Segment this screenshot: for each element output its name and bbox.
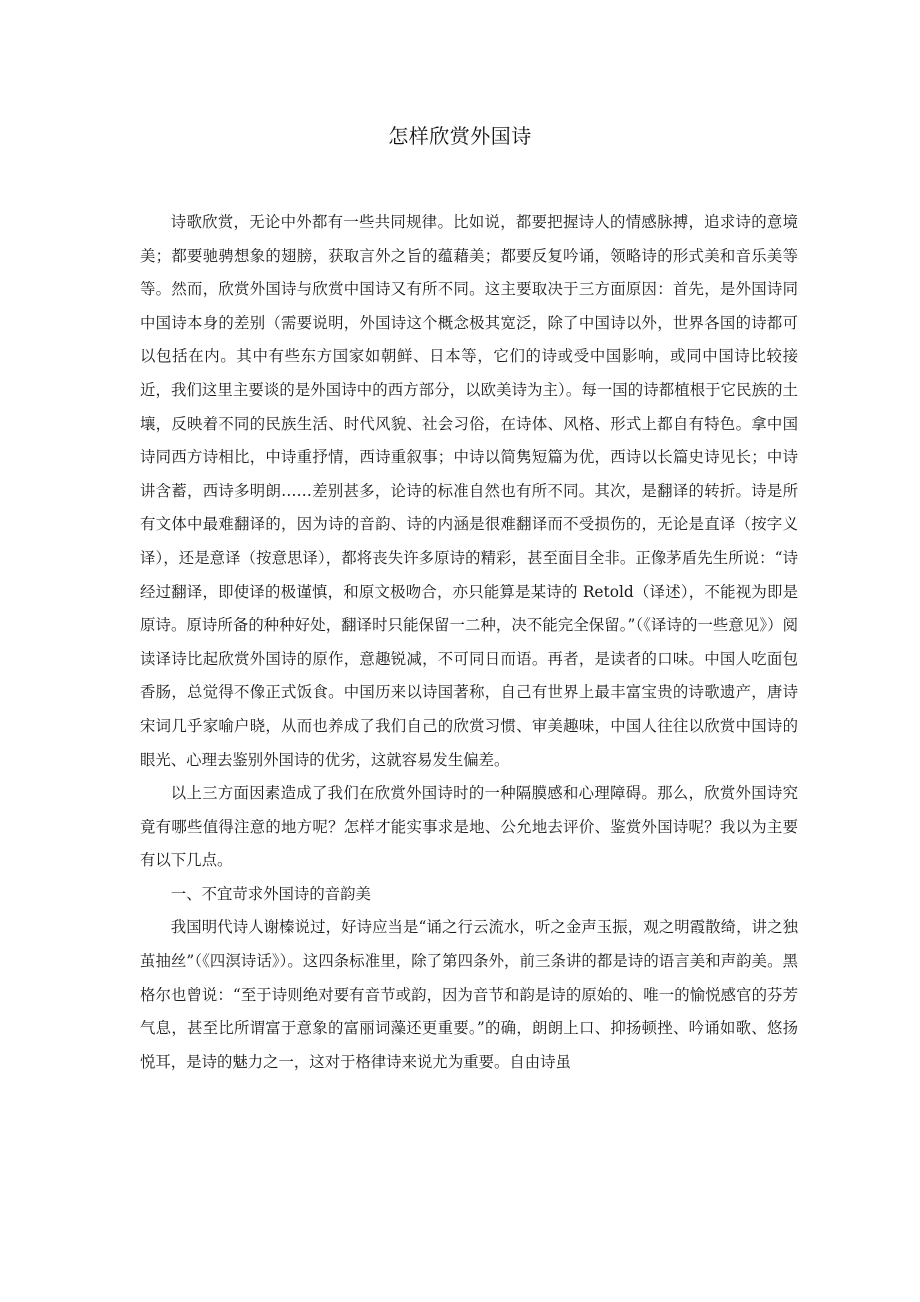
paragraph-transition: 以上三方面因素造成了我们在欣赏外国诗时的一种隔膜感和心理障碍。那么，欣赏外国诗究竟有哪些值得注意的地方呢？怎样才能实事求是地、公允地去评价、鉴赏外国诗呢？我以为主要有以下几点。 [140, 784, 798, 870]
paragraph-section-1: 我国明代诗人谢榛说过，好诗应当是“诵之行云流水，听之金声玉振，观之明霞散绮，讲之独茧抽丝”（《四溟诗话》）。这四条标准里，除了第四条外，前三条讲的都是诗的语言美和声韵美。黑格尔也曾说：“至于诗则绝对要有音节或韵，因为音节和韵是诗的原始的、唯一的愉悦感官的芬芳气息，甚至比所谓富于意象的富丽词藻还更重要。”的确，朗朗上口、抑扬顿挫、吟诵如歌、悠扬悦耳，是诗的魅力之一，这对于格律诗来说尤为重要。自由诗虽 [140, 918, 798, 1071]
document-title: 怎样欣赏外国诗 [388, 124, 532, 148]
document-body [140, 206, 798, 1079]
paragraph-intro: 诗歌欣赏，无论中外都有一些共同规律。比如说，都要把握诗人的情感脉搏，追求诗的意境美；都要驰骋想象的翅膀，获取言外之旨的蕴藉美；都要反复吟诵，领略诗的形式美和音乐美等等。然而，欣赏外国诗与欣赏中国诗又有所不同。这主要取决于三方面原因：首先，是外国诗同中国诗本身的差别（需要说明，外国诗这个概念极其宽泛，除了中国诗以外，世界各国的诗都可以包括在内。其中有些东方国家如朝鲜、日本等，它们的诗或受中国影响，或同中国诗比较接近，我们这里主要谈的是外国诗中的西方部分，以欧美诗为主）。每一国的诗都植根于它民族的土壤，反映着不同的民族生活、时代风貌、社会习俗，在诗体、风格、形式上都自有特色。拿中国诗同西方诗相比，中诗重抒情，西诗重叙事；中诗以简隽短篇为优，西诗以长篇史诗见长；中诗讲含蓄，西诗多明朗……差别甚多，论诗的标准自然也有所不同。其次，是翻译的转折。诗是所有文体中最难翻译的，因为诗的音韵、诗的内涵是很难翻译而不受损伤的，无论是直译（按字义译），还是意译（按意思译），都将丧失许多原诗的精彩，甚至面目全非。正像茅盾先生所说：“诗经过翻译，即使译的极谨慎，和原文极吻合，亦只能算是某诗的 Retold（译述），不能视为即是原诗。原诗所备的种种好处，翻译时只能保留一二种，决不能完全保留。”（《译诗的一些意见》）阅读译诗比起欣赏外国诗的原作，意趣锐减，不可同日而语。再者，是读者的口味。中国人吃面包香肠，总觉得不像正式饭食。中国历来以诗国著称，自己有世界上最丰富宝贵的诗歌遗产，唐诗宋词几乎家喻户晓，从而也养成了我们自己的欣赏习惯、审美趣味，中国人往往以欣赏中国诗的眼光、心理去鉴别外国诗的优劣，这就容易发生偏差。 [140, 213, 798, 769]
section-heading-1: 一、不宜苛求外国诗的音韵美 [170, 884, 371, 903]
